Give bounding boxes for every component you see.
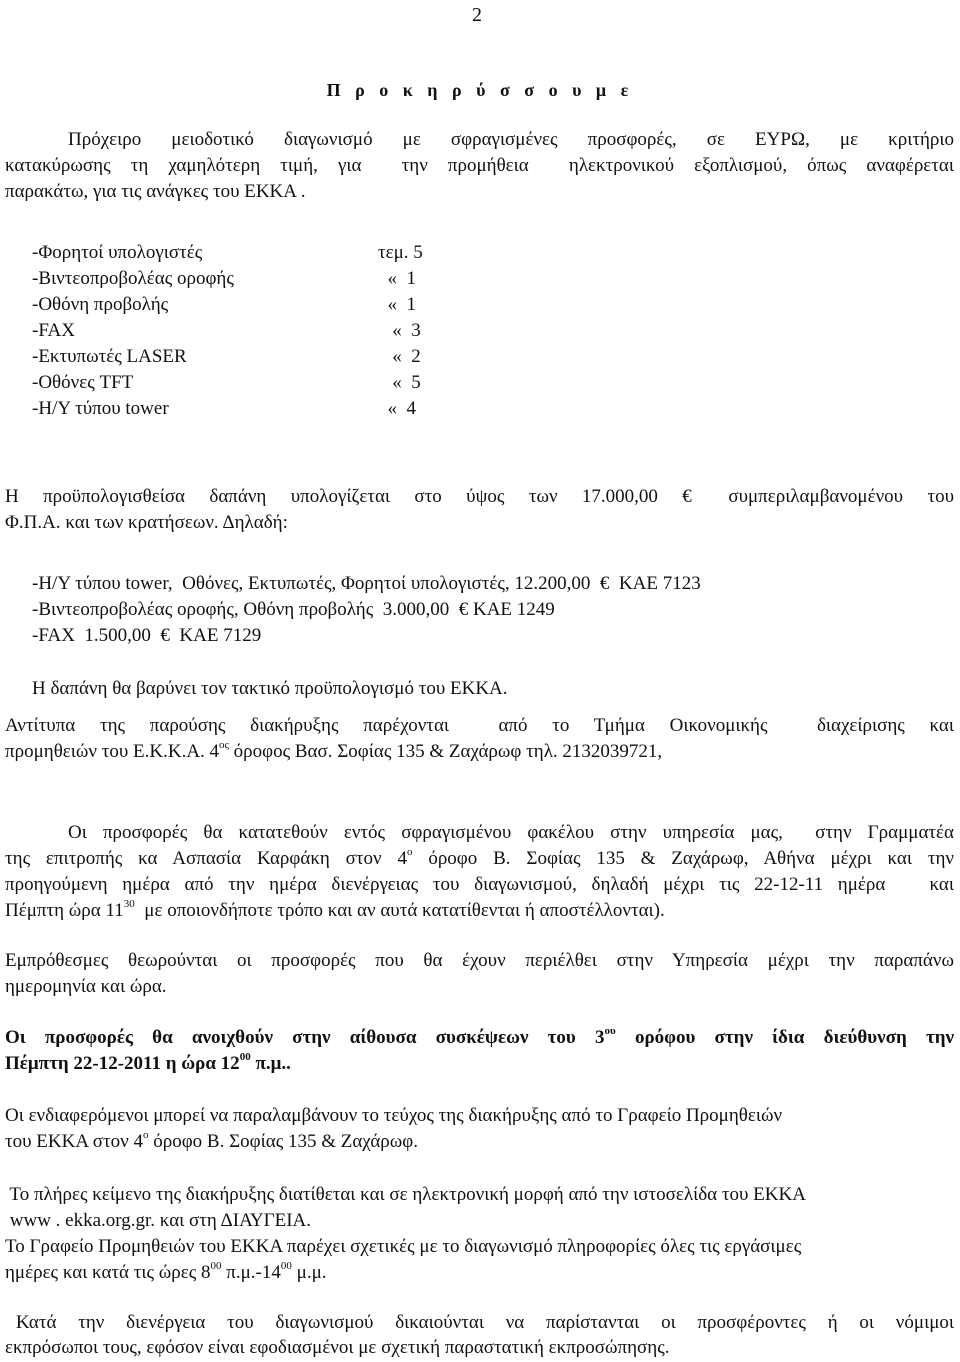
superscript: 00 [210,1259,222,1272]
item-qty: « 2 [378,346,421,367]
copies-line-1: Αντίτυπα της παρούσης διακήρυξης παρέχονται από το Τμήμα Οικονομικής διαχείρισης και [5,715,954,736]
item-label: -Η/Υ τύπου tower [32,398,169,419]
budget-line-1: Η προϋπολογισθείσα δαπάνη υπολογίζεται στο ύψος των 17.000,00 € συμπεριλαμβανομένου του [5,486,954,507]
collect-line-1: Οι ενδιαφερόμενοι μπορεί να παραλαμβάνουν το τεύχος της διακήρυξης από το Γραφείο Προμηθειών [5,1105,783,1126]
text: όροφος Βασ. Σοφίας 135 & Ζαχάρωφ τηλ. 2132039721, [228,741,663,762]
text: μ.μ. [291,1262,327,1283]
submission-line-3: προηγούμενη ημέρα από την ημέρα διενέργειας του διαγωνισμού, δηλαδή μέχρι τις 22-12-11 ημέρα και [5,874,954,895]
intro-line-3: παρακάτω, για τις ανάγκες του ΕΚΚΑ . [5,181,306,202]
superscript: 00 [239,1050,251,1063]
opening-line-2 [5,1051,291,1077]
submission-line-1: Οι προσφορές θα κατατεθούν εντός σφραγισμένου φακέλου στην υπηρεσία μας, στην Γραμματέα [68,822,954,843]
text: Πέμπτη 22-12-2011 η ώρα 12 [5,1053,240,1074]
text: όροφο Β. Σοφίας 135 & Ζαχάρωφ, Αθήνα μέχρι και την [412,848,954,869]
superscript: ος [219,738,229,751]
text: ημέρες και κατά τις ώρες 8 [5,1262,211,1283]
budget-line-2: Φ.Π.Α. και των κρατήσεων. Δηλαδή: [5,512,288,533]
online-line-3: Το Γραφείο Προμηθειών του ΕΚΚΑ παρέχει σχετικές με το διαγωνισμό πληροφορίες όλες τις εργάσιμες [5,1236,802,1257]
text: της επιτροπής κα Ασπασία Καρφάκη στον 4 [5,848,407,869]
submission-line-2 [5,846,954,872]
item-qty: τεμ. 5 [378,242,423,263]
superscript: ο [406,845,413,858]
superscript: 00 [280,1259,292,1272]
collect-line-2 [5,1129,418,1155]
online-line-4 [5,1260,327,1286]
superscript: ο [142,1128,149,1141]
late-line-2: ημερομηνία και ώρα. [5,976,167,997]
text: π.μ.. [250,1053,291,1074]
superscript: ου [604,1024,616,1037]
item-qty: « 5 [378,372,421,393]
text: Πέμπτη ώρα 11 [5,900,124,921]
text: π.μ.-14 [221,1262,281,1283]
text: προμηθειών του Ε.Κ.Κ.Α. 4 [5,741,220,762]
text: ορόφου στην ίδια διεύθυνση την [615,1027,954,1048]
item-qty: « 4 [378,398,416,419]
text: όροφο Β. Σοφίας 135 & Ζαχάρωφ. [148,1131,418,1152]
breakdown-line: -Βιντεοπροβολέας οροφής, Οθόνη προβολής 3.000,00 € ΚΑΕ 1249 [32,599,555,620]
page-number: 2 [472,4,482,26]
item-qty: « 3 [378,320,421,341]
document-title: Π ρ ο κ η ρ ύ σ σ ο υ μ ε [326,80,634,100]
opening-line-1 [5,1025,954,1051]
intro-line-2: κατακύρωσης τη χαμηλότερη τιμή, για την προμήθεια ηλεκτρονικού εξοπλισμού, όπως αναφέρεται [5,155,954,176]
item-qty: « 1 [378,294,416,315]
item-label: -Εκτυπωτές LASER [32,346,187,367]
breakdown-line: -Η/Υ τύπου tower, Οθόνες, Εκτυπωτές, Φορητοί υπολογιστές, 12.200,00 € ΚΑΕ 7123 [32,573,701,594]
submission-line-4 [5,898,665,924]
item-label: -Βιντεοπροβολέας οροφής [32,268,234,289]
budget-burden: Η δαπάνη θα βαρύνει τον τακτικό προϋπολογισμό του ΕΚΚΑ. [32,678,508,699]
text: Οι προσφορές θα ανοιχθούν στην αίθουσα συσκέψεων του 3 [5,1027,605,1048]
late-line-1: Εμπρόθεσμες θεωρούνται οι προσφορές που θα έχουν περιέλθει στην Υπηρεσία μέχρι την παραπάνω [5,950,954,971]
item-label: -Οθόνη προβολής [32,294,169,315]
item-label: -Οθόνες TFT [32,372,134,393]
item-label: -Φορητοί υπολογιστές [32,242,203,263]
text: με οποιονδήποτε τρόπο και αν αυτά κατατίθενται ή αποστέλλονται). [134,900,665,921]
online-line-1: Το πλήρες κείμενο της διακήρυξης διατίθεται και σε ηλεκτρονική μορφή από την ιστοσελίδα του ΕΚΚΑ [5,1184,806,1205]
copies-line-2 [5,739,662,765]
superscript: 30 [123,897,135,910]
online-line-2: www . ekka.org.gr. και στη ΔΙΑΥΓΕΙΑ. [5,1210,312,1231]
text: του ΕΚΚΑ στον 4 [5,1131,143,1152]
rights-line-1: Κατά την διενέργεια του διαγωνισμού δικαιούνται να παρίστανται οι προσφέροντες ή οι νόμιμοι [5,1312,954,1333]
breakdown-line: -FAX 1.500,00 € ΚΑΕ 7129 [32,625,262,646]
rights-line-2: εκπρόσωποι τους, εφόσον είναι εφοδιασμένοι με σχετική παραστατική εκπροσώπησης. [5,1337,670,1358]
item-qty: « 1 [378,268,416,289]
intro-line-1: Πρόχειρο μειοδοτικό διαγωνισμό με σφραγισμένες προσφορές, σε ΕΥΡΩ, με κριτήριο [68,129,954,150]
item-label: -FAX [32,320,75,341]
